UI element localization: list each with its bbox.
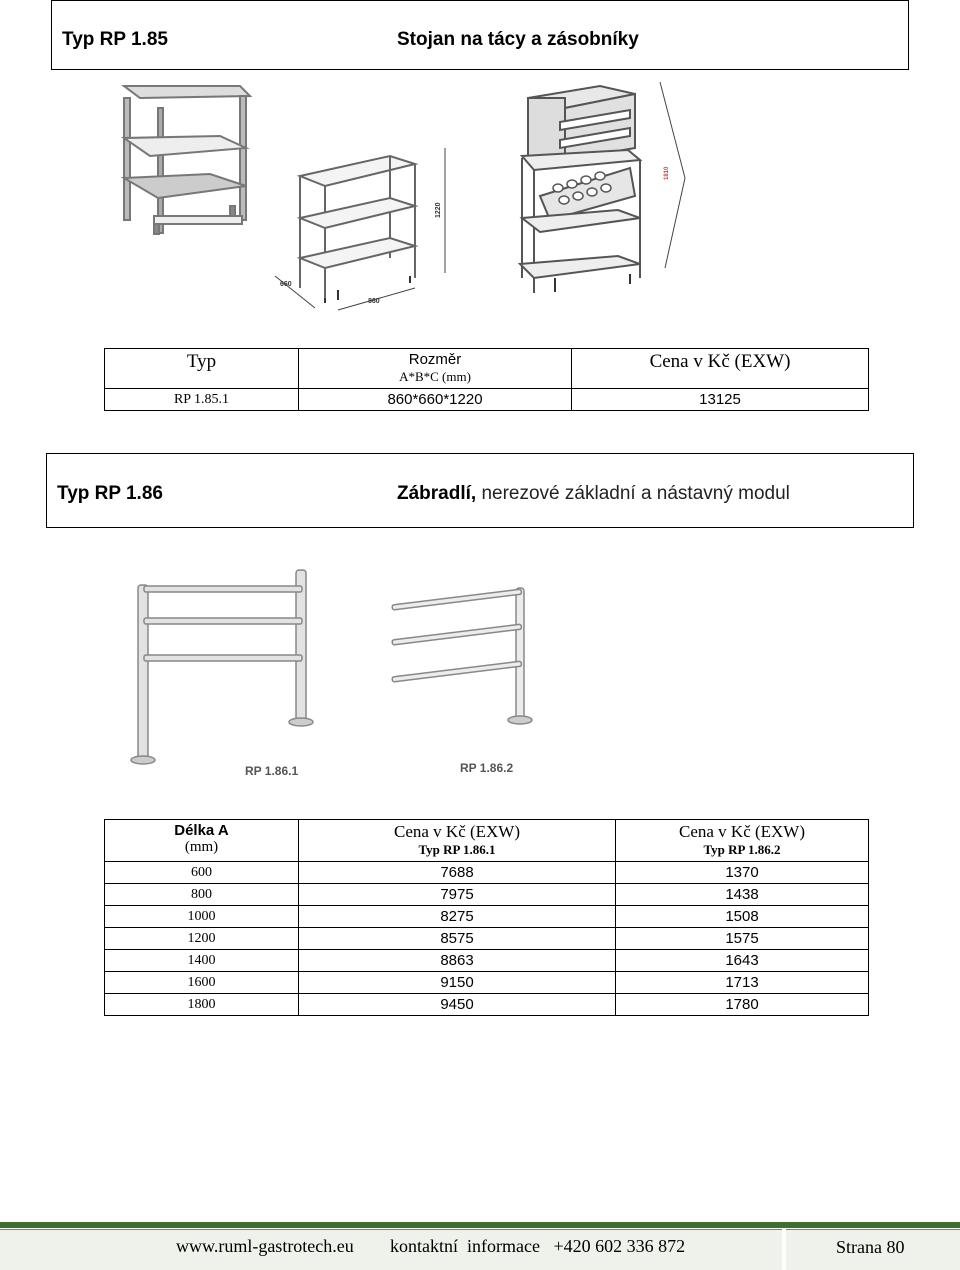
page-number: Strana 80 bbox=[836, 1237, 905, 1257]
cell-price-rp1861: 8575 bbox=[299, 928, 616, 950]
cell-price-rp1862: 1508 bbox=[616, 906, 869, 928]
col-header-length bbox=[105, 820, 299, 862]
stand-dispenser-icon bbox=[520, 86, 640, 293]
cell-price-rp1862: 1713 bbox=[616, 972, 869, 994]
cell-price: 13125 bbox=[572, 389, 869, 411]
cell-price-rp1862: 1780 bbox=[616, 994, 869, 1016]
rp185-price-table bbox=[104, 348, 869, 411]
cell-price-rp1861: 7975 bbox=[299, 884, 616, 906]
col-header-size bbox=[299, 349, 572, 389]
section2-type-label: Typ RP 1.86 bbox=[57, 483, 163, 504]
footer-rule bbox=[0, 1222, 960, 1228]
footer-page-cell bbox=[786, 1229, 960, 1270]
cell-length: 1800 bbox=[105, 994, 299, 1016]
size-header-main: Rozměr bbox=[408, 351, 462, 368]
table-row bbox=[105, 950, 869, 972]
cell-price-rp1861: 8863 bbox=[299, 950, 616, 972]
cell-price-rp1861: 9150 bbox=[299, 972, 616, 994]
table-row bbox=[105, 862, 869, 884]
price1-header-sub: Typ RP 1.86.1 bbox=[418, 842, 496, 857]
cell-length: 1000 bbox=[105, 906, 299, 928]
cell-price-rp1862: 1575 bbox=[616, 928, 869, 950]
length-header-main: Délka A bbox=[174, 822, 229, 839]
price1-header-main: Cena v Kč (EXW) bbox=[393, 822, 521, 841]
rp186-price-table bbox=[104, 819, 869, 1016]
col-header-price2 bbox=[616, 820, 869, 862]
price2-header-main: Cena v Kč (EXW) bbox=[678, 822, 806, 841]
stand-three-shelf-icon bbox=[124, 86, 250, 234]
section2-header bbox=[46, 453, 914, 528]
cell-length: 1400 bbox=[105, 950, 299, 972]
table-row bbox=[105, 884, 869, 906]
figure-label-rp1862: RP 1.86.2 bbox=[460, 761, 514, 775]
table-row bbox=[105, 994, 869, 1016]
cell-length: 800 bbox=[105, 884, 299, 906]
railing-extension-module-icon bbox=[392, 588, 532, 724]
size-header-sub: A*B*C (mm) bbox=[399, 369, 471, 384]
col-header-price1 bbox=[299, 820, 616, 862]
footer-contact-info: kontaktní informace +420 602 336 872 bbox=[390, 1236, 686, 1256]
height-dimension-label: 1220 bbox=[435, 202, 442, 218]
price2-header-sub: Typ RP 1.86.2 bbox=[703, 842, 781, 857]
tray-stand-figure bbox=[110, 78, 810, 323]
figure-label-rp1861: RP 1.86.1 bbox=[245, 764, 299, 778]
cell-price-rp1862: 1438 bbox=[616, 884, 869, 906]
cell-price-rp1862: 1370 bbox=[616, 862, 869, 884]
cell-length: 600 bbox=[105, 862, 299, 884]
railing-base-module-icon bbox=[131, 570, 313, 764]
length-header-sub: (mm) bbox=[184, 839, 219, 855]
cell-price-rp1861: 8275 bbox=[299, 906, 616, 928]
col-header-price: Cena v Kč (EXW) bbox=[572, 349, 869, 389]
height2-dimension-label: 1810 bbox=[664, 166, 670, 180]
cell-length: 1200 bbox=[105, 928, 299, 950]
width-dimension-label: 860 bbox=[368, 298, 380, 305]
cell-price-rp1861: 9450 bbox=[299, 994, 616, 1016]
footer-website-link[interactable]: www.ruml-gastrotech.eu bbox=[176, 1236, 354, 1256]
col-header-type: Typ bbox=[105, 349, 299, 389]
cell-type: RP 1.85.1 bbox=[105, 389, 299, 411]
stand-frame-icon bbox=[275, 148, 445, 310]
section1-type-label: Typ RP 1.85 bbox=[62, 29, 168, 50]
cell-size: 860*660*1220 bbox=[299, 389, 572, 411]
railing-figure bbox=[120, 560, 560, 785]
depth-dimension-label: 660 bbox=[280, 281, 292, 288]
section1-title: Stojan na tácy a zásobníky bbox=[397, 29, 639, 50]
table-row bbox=[105, 906, 869, 928]
footer-contact-cell bbox=[0, 1229, 782, 1270]
table-row bbox=[105, 389, 869, 411]
section1-header bbox=[51, 0, 909, 70]
cell-length: 1600 bbox=[105, 972, 299, 994]
table-row bbox=[105, 972, 869, 994]
cell-price-rp1862: 1643 bbox=[616, 950, 869, 972]
section2-title bbox=[397, 483, 790, 505]
cell-price-rp1861: 7688 bbox=[299, 862, 616, 884]
section2-title-rest: nerezové základní a nástavný modul bbox=[476, 483, 790, 504]
table-row bbox=[105, 928, 869, 950]
section2-title-bold: Zábradlí, bbox=[397, 483, 477, 504]
